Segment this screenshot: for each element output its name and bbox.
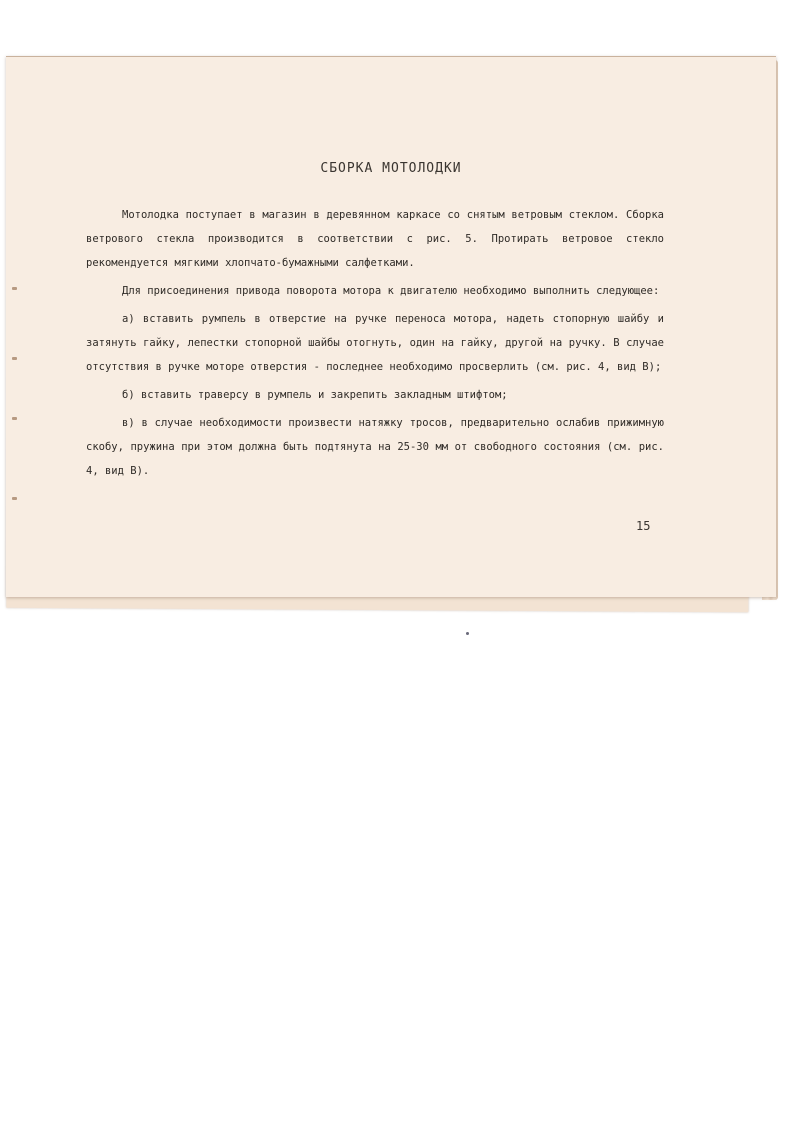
binding-mark xyxy=(12,497,17,500)
page-number: 15 xyxy=(636,519,651,533)
binding-mark xyxy=(12,287,17,290)
binding-mark xyxy=(12,417,17,420)
paragraph-step-c: в) в случае необходимости произвести натяжку тросов, предварительно ослабив прижимную скобу, пружина при этом должна быть подтянута на 25-30 мм от свободного состояния (см. рис. 4, вид В). xyxy=(86,417,664,477)
paragraph-step-b: б) вставить траверсу в румпель и закрепить закладным штифтом; xyxy=(122,389,508,401)
paragraph-step-a: а) вставить румпель в отверстие на ручке переноса мотора, надеть стопорную шайбу и затянуть гайку, лепестки стопорной шайбы отогнуть, один на гайку, другой на ручку. В случае отсутствия в ручке моторе отверстия - последнее необходимо просверлить (см. рис. 4, вид В); xyxy=(86,313,664,373)
binding-mark xyxy=(12,357,17,360)
scan-speck xyxy=(466,632,469,635)
paragraph-delivery: Мотолодка поступает в магазин в деревянном каркасе со снятым ветровым стеклом. Сборка ветрового стекла производится в соответствии с рис. 5. Протирать ветровое стекло рекомендуется мягкими хлопчато-бумажными салфетками. xyxy=(86,209,664,269)
document-title: СБОРКА МОТОЛОДКИ xyxy=(320,161,462,176)
paragraph-steering-intro: Для присоединения привода поворота мотора к двигателю необходимо выполнить следующее: xyxy=(122,285,660,297)
document-sheet xyxy=(6,56,776,597)
document-body xyxy=(86,203,664,483)
